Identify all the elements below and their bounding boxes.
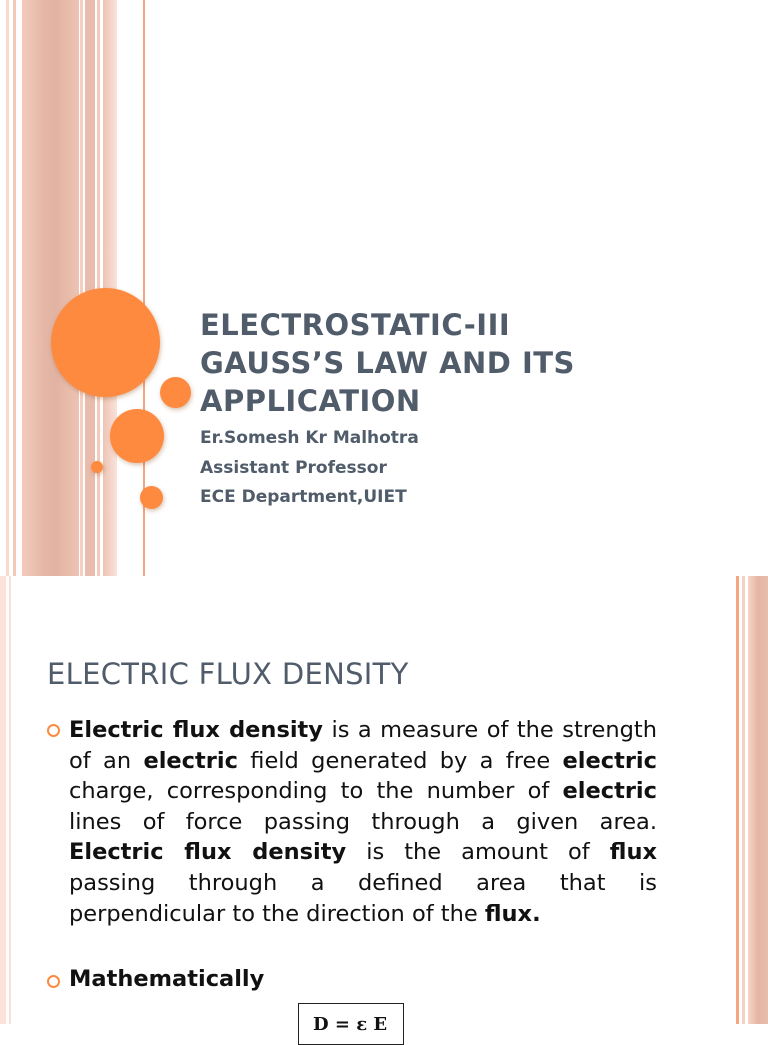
stripe	[80, 0, 83, 576]
stripe	[736, 576, 739, 1024]
paragraph-text: passing through a defined area that is perpendicular to the direction of the	[69, 869, 657, 927]
slide-title	[200, 306, 740, 420]
title-line: ELECTROSTATIC-III	[200, 308, 511, 342]
stripe	[742, 576, 745, 1024]
stripe	[0, 576, 6, 1024]
stripe	[748, 576, 768, 1024]
content-slide	[0, 576, 768, 1035]
paragraph-text: field generated by a free	[237, 747, 563, 774]
bold-term: electric	[562, 778, 657, 805]
stripe	[13, 0, 16, 576]
medium-circle-decoration	[110, 409, 164, 463]
small-circle-decoration	[140, 486, 163, 509]
paragraph-text: is the amount of	[346, 839, 610, 866]
bullet-mathematically: Mathematically	[69, 966, 265, 992]
title-line: APPLICATION	[200, 384, 421, 418]
slide-subtitle	[200, 424, 700, 513]
tiny-circle-decoration	[91, 461, 103, 473]
orange-ring-bullet-icon	[47, 975, 60, 988]
small-circle-decoration	[160, 377, 191, 408]
orange-ring-bullet-icon	[47, 724, 60, 737]
bold-term: Electric flux density	[69, 839, 347, 866]
bold-term: flux.	[484, 900, 541, 927]
stripe	[85, 0, 95, 576]
author-name: Er.Somesh Kr Malhotra	[200, 428, 419, 448]
paragraph-text: is a measure of the strength of an	[69, 717, 657, 774]
author-department: ECE Department,UIET	[200, 487, 407, 507]
definition-paragraph	[69, 715, 657, 929]
paragraph-text: lines of force passing through a given area.	[69, 808, 657, 835]
slide-title: ELECTRIC FLUX DENSITY	[47, 657, 409, 691]
stripe	[9, 576, 11, 1024]
formula-box	[298, 1003, 404, 1045]
formula: D = ε E	[313, 1014, 388, 1035]
large-circle-decoration	[51, 288, 160, 397]
author-role: Assistant Professor	[200, 457, 387, 478]
title-line: GAUSS’S LAW AND ITS	[200, 346, 575, 380]
bold-term: flux	[609, 839, 657, 866]
stripe	[6, 0, 9, 576]
paragraph-text: charge, corresponding to the number of	[69, 778, 563, 805]
bold-term: Electric flux density	[69, 717, 323, 743]
bold-term: electric	[143, 747, 238, 774]
bold-term: electric	[562, 747, 657, 774]
stripe	[22, 0, 79, 576]
